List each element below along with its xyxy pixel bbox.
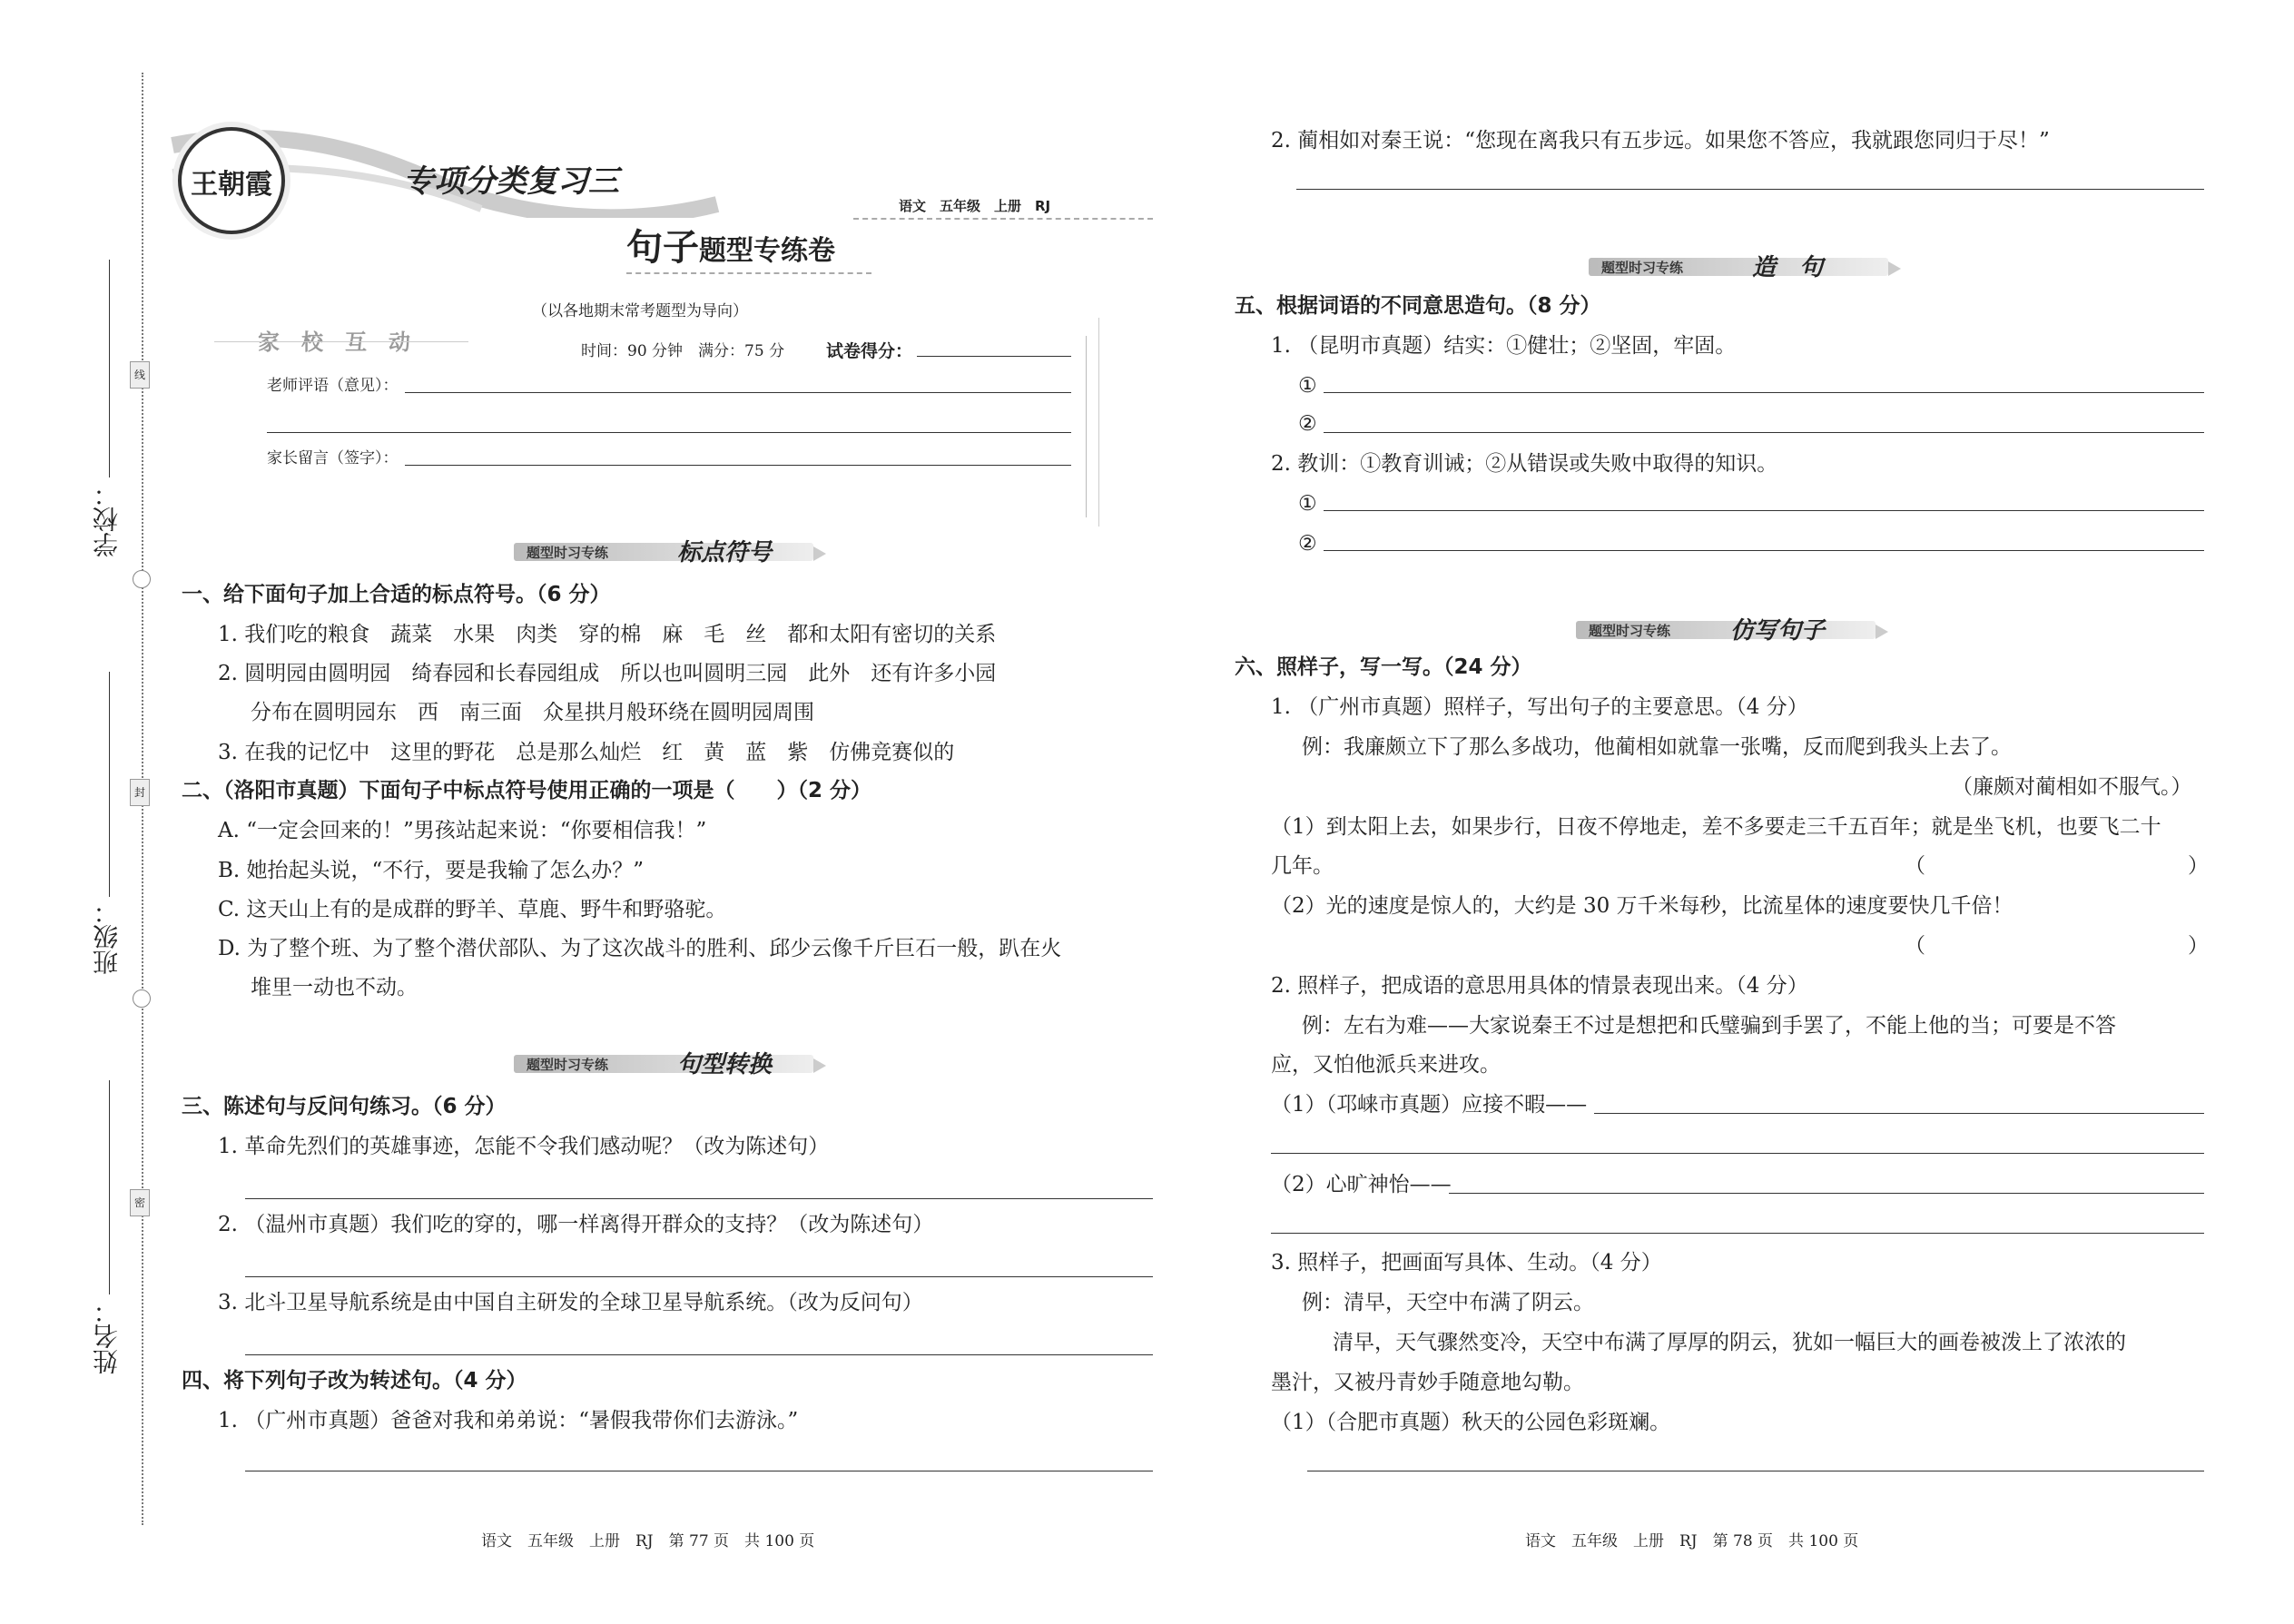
series-title: 专项分类复习三	[403, 163, 619, 200]
answer-line[interactable]	[1324, 392, 2204, 393]
title-dash-line	[626, 272, 871, 274]
answer-line[interactable]	[1324, 550, 2204, 551]
option-d-cont: 堆里一动也不动。	[251, 976, 418, 999]
option-b: B. 她抬起头说，“不行，要是我输了怎么办？”	[218, 859, 645, 882]
section-tag-punctuation	[514, 536, 841, 572]
teacher-comment-field[interactable]	[405, 392, 1071, 393]
question-1-item-3: 3. 在我的记忆中 这里的野花 总是那么灿烂 红 黄 蓝 紫 仿佛竞赛似的	[218, 741, 955, 764]
brand-logo-text: 王朝霞	[191, 169, 272, 201]
circle-num-2: ②	[1298, 532, 1317, 556]
teacher-comment-label: 老师评语（意见）：	[267, 377, 399, 395]
circle-num-1: ①	[1298, 492, 1317, 516]
option-c: C. 这天山上有的是成群的野羊、草鹿、野牛和野骆驼。	[218, 898, 727, 921]
answer-line[interactable]	[1324, 432, 2204, 433]
section-name: 句型转换	[677, 1051, 773, 1078]
brand-logo	[178, 127, 285, 234]
section-name: 仿写句子	[1730, 617, 1826, 645]
section-tag-label: 题型时习专练	[1601, 260, 1684, 276]
binding-hole	[133, 570, 151, 588]
answer-paren-open[interactable]: （	[1905, 934, 1925, 958]
answer-line[interactable]	[245, 1354, 1153, 1355]
answer-line[interactable]	[245, 1276, 1153, 1277]
arrow-icon	[813, 546, 826, 561]
home-school-label: 家 校 互 动	[258, 330, 410, 355]
question-3-item-3: 3. 北斗卫星导航系统是由中国自主研发的全球卫星导航系统。（改为反问句）	[218, 1291, 923, 1314]
question-5-title: 五、根据词语的不同意思造句。（8 分）	[1235, 294, 1601, 318]
name-label: 姓名：	[92, 1298, 122, 1374]
home-school-deco-line	[214, 341, 468, 342]
answer-paren-open[interactable]: （	[1905, 854, 1925, 878]
page-footer-right: 语文 五年级 上册 RJ 第 78 页 共 100 页	[1525, 1532, 1859, 1550]
section-tag-sentence-transform	[514, 1048, 841, 1084]
answer-line[interactable]	[1324, 510, 2204, 511]
page-title-main	[626, 227, 835, 274]
sub-item-1-cont: 几年。	[1271, 854, 1334, 878]
arrow-icon	[813, 1058, 826, 1073]
seal-mark: 封	[130, 779, 150, 806]
question-4-item-2: 2. 蔺相如对秦王说：“您现在离我只有五步远。如果您不答应，我就跟您同归于尽！”	[1271, 129, 2050, 153]
question-5-item-1: 1. （昆明市真题）结实：①健壮；②坚固，牢固。	[1271, 334, 1737, 358]
score-label: 试卷得分：	[826, 341, 913, 361]
question-6-item-1: 1. （广州市真题）照样子，写出句子的主要意思。（4 分）	[1271, 695, 1808, 719]
question-6-item-2: 2. 照样子，把成语的意思用具体的情景表现出来。（4 分）	[1271, 974, 1808, 998]
subject-info: 语文 五年级 上册 RJ	[899, 198, 1051, 214]
question-3-item-1: 1. 革命先烈们的英雄事迹，怎能不令我们感动呢？（改为陈述句）	[218, 1135, 830, 1158]
example-text: 例：清早，天空中布满了阴云。	[1302, 1291, 1594, 1314]
teacher-comment-field[interactable]	[267, 432, 1071, 433]
sub-item-2: （2）心旷神怡——	[1271, 1173, 1452, 1196]
question-6-item-3: 3. 照样子，把画面写具体、生动。（4 分）	[1271, 1251, 1662, 1275]
binding-hole	[133, 989, 151, 1008]
answer-paren-close[interactable]: ）	[2188, 854, 2209, 878]
example-text: 例：我廉颇立下了那么多战功，他蔺相如就靠一张嘴，反而爬到我头上去了。	[1302, 735, 2012, 759]
class-label: 班级：	[92, 899, 122, 975]
question-2-title: 二、（洛阳市真题）下面句子中标点符号使用正确的一项是（ ）（2 分）	[182, 779, 872, 802]
header-dash-line	[853, 218, 1153, 220]
parent-comment-label: 家长留言（签字）：	[267, 449, 399, 468]
section-tag-label: 题型时习专练	[1589, 623, 1671, 639]
circle-num-2: ②	[1298, 412, 1317, 436]
question-1-item-1: 1. 我们吃的粮食 蔬菜 水果 肉类 穿的棉 麻 毛 丝 都和太阳有密切的关系	[218, 623, 997, 646]
arrow-icon	[1876, 625, 1888, 639]
sub-item-2: （2）光的速度是惊人的，大约是 30 万千米每秒，比流星体的速度要快几千倍！	[1271, 894, 2013, 918]
name-field-line[interactable]	[109, 1080, 110, 1294]
example-text-cont: 应，又怕他派兵来进攻。	[1271, 1053, 1501, 1077]
question-3-item-2: 2. （温州市真题）我们吃的穿的，哪一样离得开群众的支持？（改为陈述句）	[218, 1213, 934, 1236]
example-paragraph-cont: 墨汁，又被丹青妙手随意地勾勒。	[1271, 1371, 1584, 1394]
question-3-title: 三、陈述句与反问句练习。（6 分）	[182, 1095, 507, 1118]
section-name: 标点符号	[677, 539, 773, 566]
header-vertical-deco	[1098, 318, 1099, 527]
score-field[interactable]	[917, 356, 1071, 357]
answer-line[interactable]	[1449, 1193, 2204, 1194]
page-footer-left: 语文 五年级 上册 RJ 第 77 页 共 100 页	[481, 1532, 815, 1550]
question-4-title: 四、将下列句子改为转述句。（4 分）	[182, 1369, 527, 1393]
title-big: 句子	[626, 227, 699, 269]
seal-mark: 线	[130, 361, 150, 389]
section-name: 造 句	[1752, 254, 1824, 281]
page-subtitle: （以各地期末常考题型为导向）	[532, 302, 748, 320]
circle-num-1: ①	[1298, 374, 1317, 398]
answer-line[interactable]	[1271, 1153, 2204, 1154]
question-1-item-2-cont: 分布在圆明园东 西 南三面 众星拱月般环绕在圆明园周围	[251, 701, 814, 724]
school-label: 学校：	[92, 481, 122, 557]
option-a: A. “一定会回来的！”男孩站起来说：“你要相信我！”	[218, 819, 707, 842]
example-text: 例：左右为难——大家说秦王不过是想把和氏璧骗到手罢了，不能上他的当；可要是不答	[1302, 1014, 2116, 1038]
answer-line[interactable]	[1296, 189, 2204, 190]
answer-line[interactable]	[1594, 1113, 2204, 1114]
section-tag-imitation	[1576, 614, 1903, 650]
title-rest: 题型专练卷	[699, 235, 835, 267]
question-1-title: 一、给下面句子加上合适的标点符号。（6 分）	[182, 583, 611, 606]
example-answer: （廉颇对蔺相如不服气。）	[1952, 775, 2192, 799]
sub-item-1: （1）（邛崃市真题）应接不暇——	[1271, 1093, 1588, 1117]
section-tag-label: 题型时习专练	[527, 545, 609, 561]
section-tag-make-sentence	[1589, 251, 1915, 287]
question-4-item-1: 1. （广州市真题）爸爸对我和弟弟说：“暑假我带你们去游泳。”	[218, 1409, 799, 1432]
option-d: D. 为了整个班、为了整个潜伏部队、为了这次战斗的胜利、邱少云像千斤巨石一般，趴在火	[218, 937, 1062, 960]
sub-item-1: （1）到太阳上去，如果步行，日夜不停地走，差不多要走三千五百年；就是坐飞机，也要飞二十	[1271, 815, 2161, 839]
answer-line[interactable]	[1271, 1233, 2204, 1234]
example-paragraph: 清早，天气骤然变冷，天空中布满了厚厚的阴云，犹如一幅巨大的画卷被泼上了浓浓的	[1333, 1331, 2126, 1354]
header-vertical-deco	[1086, 336, 1087, 517]
class-field-line[interactable]	[109, 672, 110, 897]
time-info: 时间：90 分钟 满分：75 分	[581, 342, 785, 360]
answer-paren-close[interactable]: ）	[2188, 934, 2209, 958]
arrow-icon	[1888, 261, 1901, 276]
question-6-title: 六、照样子，写一写。（24 分）	[1235, 655, 1532, 679]
section-tag-label: 题型时习专练	[527, 1057, 609, 1073]
question-1-item-2: 2. 圆明园由圆明园 绮春园和长春园组成 所以也叫圆明三园 此外 还有许多小园	[218, 662, 997, 685]
sub-item-1: （1）（合肥市真题）秋天的公园色彩斑斓。	[1271, 1411, 1671, 1434]
question-5-item-2: 2. 教训：①教育训诫；②从错误或失败中取得的知识。	[1271, 452, 1778, 476]
answer-line[interactable]	[245, 1198, 1153, 1199]
parent-comment-field[interactable]	[405, 465, 1071, 466]
school-field-line[interactable]	[109, 260, 110, 477]
seal-mark: 密	[130, 1189, 150, 1216]
